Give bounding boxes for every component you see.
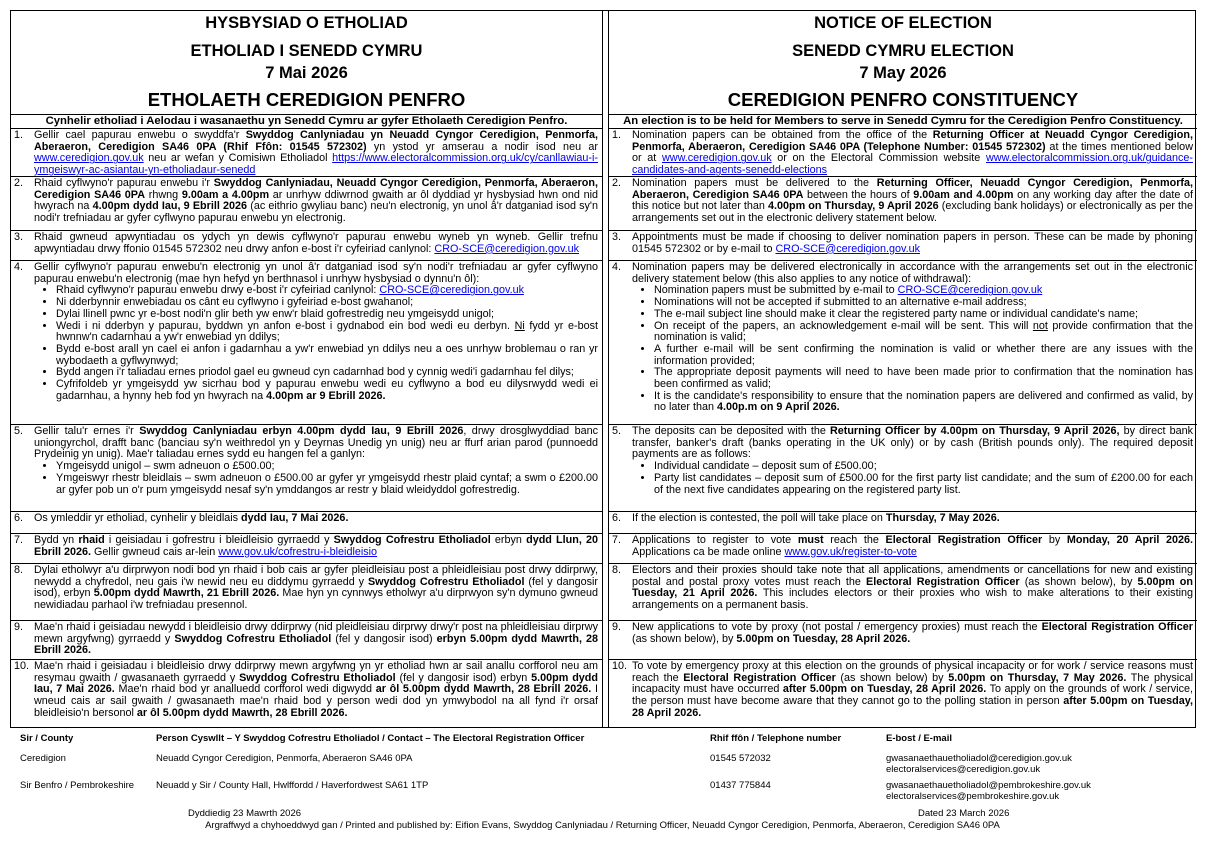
item-text: Rhaid cyflwyno'r papurau enwebu i'r Swyddog Canlyniadau, Neuadd Cyngor Ceredigion, Penmorfa, Aberaeron, Ceredigion SA46 0PA rhwng 9.00am a 4.00pm ar unrhyw ddiwrnod gwaith ar ôl dyddiad yr hysbysiad hwn ond nid hwyrach na 4.00pm dydd Iau, 9 Ebrill 2026 (ac eithrio gwyliau banc) neu'n electronig, yn unol â'r datganiad isod sy'n nodi'r trefniadau ar gyfer cyflwyno papurau enwebu yn electronig.: [34, 177, 598, 225]
notice-item: [609, 425, 1197, 512]
contact-email[interactable]: electoralservices@pembrokeshire.gov.uk: [886, 791, 1060, 802]
header-phone: Rhif ffôn / Telephone number: [710, 733, 842, 744]
english-items: [609, 129, 1197, 720]
english-intro: An election is to be held for Members to serve in Senedd Cymru for the Ceredigion Penfro Constituency.: [609, 115, 1197, 129]
notice-item: [609, 261, 1197, 425]
item-text: Applications to register to vote must reach the Electoral Registration Officer by Monday, 20 April 2026. Applications ca be made online www.gov.uk/register-to-vote: [632, 534, 1193, 558]
notice-item: [11, 261, 602, 425]
item-number: 9.: [14, 621, 24, 633]
notice-item: [11, 660, 602, 720]
link[interactable]: www.electoralcommission.org.uk/guidance-candidates-and-agents-senedd-elections: [632, 152, 1193, 177]
item-text: Bydd yn rhaid i geisiadau i gofrestru i bleidleisio gyrraedd y Swyddog Cofrestru Etholiadol erbyn dydd Llun, 20 Ebrill 2026. Gellir gwneud cais ar-lein www.gov.uk/cofrestru-i-bleidleisio: [34, 534, 599, 558]
item-text: Appointments must be made if choosing to deliver nomination papers in person. These can be made by phoning 01545 572302 or by e-mail to CRO-SCE@ceredigion.gov.uk: [632, 231, 1193, 255]
item-text: Os ymleddir yr etholiad, cynhelir y bleidlais dydd Iau, 7 Mai 2026.: [34, 512, 349, 524]
contact-address: Neuadd y Sir / County Hall, Hwlffordd / Haverfordwest SA61 1TP: [156, 780, 429, 791]
item-number: 6.: [14, 512, 24, 524]
item-text: The deposits can be deposited with the Returning Officer by 4.00pm on Thursday, 9 April 2026, by direct bank transfer, banker's draft (banks operating in the UK only) or by cash (British pounds only). The required deposit payments are as follows: • Individual candidate – deposit sum of £500.00; • Party list candidates – deposit sum of £500.00 for the first party list candidate; and the sum of £200.00 for each of the next five candidates appearing on the registered party list.: [632, 425, 1193, 496]
item-number: 5.: [612, 425, 622, 437]
item-text: Dylai etholwyr a'u dirprwyon nodi bod yn rhaid i bob cais ar gyfer pleidleisiau post a phleidleisiau post drwy ddirprwy, newydd a chyfredol, neu gais i'w newid neu eu diddymu gyrraedd y Swyddog Cofrestru Etholiadol (fel y dangosir isod), erbyn 5.00pm dydd Mawrth, 21 Ebrill 2026. Mae hyn yn cynnwys etholwyr a'u dirprwyon sy'n dymuno gwneud newidiadau parhaol i'w trefniadau presennol.: [34, 564, 599, 612]
item-number: 5.: [14, 425, 24, 437]
header-email: E-bost / E-mail: [886, 733, 952, 744]
welsh-header: [11, 11, 602, 115]
link[interactable]: https://www.electoralcommission.org.uk/cy/canllawiau-i-ymgeiswyr-ac-asiantau-yn-etholiadaur-senedd: [34, 152, 598, 177]
english-election-date: 7 May 2026: [859, 64, 947, 82]
welsh-election-name: ETHOLIAD I SENEDD CYMRU: [190, 42, 423, 60]
link[interactable]: CRO-SCE@ceredigion.gov.uk: [379, 284, 524, 297]
dated-welsh: Dyddiedig 23 Mawrth 2026: [188, 808, 302, 819]
contact-email[interactable]: electoralservices@ceredigion.gov.uk: [886, 764, 1041, 775]
link[interactable]: CRO-SCE@ceredigion.gov.uk: [775, 242, 921, 255]
item-number: 9.: [612, 621, 622, 633]
link[interactable]: www.ceredigion.gov.uk: [661, 152, 772, 165]
english-election-name: SENEDD CYMRU ELECTION: [792, 42, 1014, 60]
item-text: Nomination papers may be delivered electronically in accordance with the arrangements set out in the electronic delivery statement below (this also applies to any notice of withdrawal): • Nomination papers must be submitted by e-mail to CRO-SCE@ceredigion.gov.uk • Nominations will not be accepted if submitted to an alternative e-mail address; • The e-mail subject line should make it clear the registered party name or individual candidate's name; • On receipt of the papers, an acknowledgement e-mail will be sent. This will not provide confirmation that the nomination is valid; • A further e-mail will be sent confirming the nomination is valid or whether there are any issues with the information provided; • The appropriate deposit payments will need to have been made prior to confirmation that the nomination has been confirmed as valid; • It is the candidate's responsibility to ensure that the nomination papers are delivered and confirmed as valid, by no later than 4.00p.m on 9 April 2026.: [632, 261, 1193, 414]
contact-phone: 01437 775844: [710, 780, 771, 791]
item-number: 4.: [14, 261, 24, 273]
contact-county: Ceredigion: [20, 753, 66, 764]
notice-item: [609, 231, 1197, 261]
contact-county: Sir Benfro / Pembrokeshire: [20, 780, 135, 791]
english-header: [609, 11, 1197, 115]
item-number: 3.: [14, 231, 24, 243]
contact-phone: 01545 572032: [710, 753, 771, 764]
notice-item: [11, 621, 602, 660]
link[interactable]: www.gov.uk/register-to-vote: [784, 545, 917, 558]
item-number: 1.: [612, 129, 622, 141]
item-text: If the election is contested, the poll will take place on Thursday, 7 May 2026.: [632, 512, 1000, 524]
header-county: Sir / County: [20, 733, 74, 744]
welsh-election-date: 7 Mai 2026: [265, 64, 348, 82]
item-number: 10.: [14, 660, 30, 672]
welsh-title: HYSBYSIAD O ETHOLIAD: [205, 14, 408, 32]
link[interactable]: CRO-SCE@ceredigion.gov.uk: [434, 242, 579, 255]
item-number: 4.: [612, 261, 622, 273]
notice-item: [609, 621, 1197, 660]
notice-item: [11, 231, 602, 261]
contact-email[interactable]: gwasanaethauetholiadol@pembrokeshire.gov.uk: [886, 780, 1091, 791]
item-text: Mae'n rhaid i geisiadau newydd i bleidleisio drwy ddirprwy (nid pleidleisiau dirprwy drwy'r post na phleidleisiau dirprwy mewn argyfwng) gyrraedd y Swyddog Cofrestru Etholiadol (fel y dangosir isod) erbyn 5.00pm dydd Mawrth, 28 Ebrill 2026.: [34, 621, 598, 657]
notice-item: [609, 660, 1197, 720]
notice-item: [11, 129, 602, 177]
item-text: New applications to vote by proxy (not postal / emergency proxies) must reach the Electoral Registration Officer (as shown below), by 5.00pm on Tuesday, 28 April 2026.: [632, 621, 1193, 645]
welsh-items: [11, 129, 602, 720]
item-number: 3.: [612, 231, 622, 243]
welsh-intro: Cynhelir etholiad i Aelodau i wasanaethu yn Senedd Cymru ar gyfer Etholaeth Ceredigion Penfro.: [11, 115, 602, 129]
notice-item: [609, 534, 1197, 564]
contact-email[interactable]: gwasanaethauetholiadol@ceredigion.gov.uk: [886, 753, 1072, 764]
contact-address: Neuadd Cyngor Ceredigion, Penmorfa, Aberaeron SA46 0PA: [156, 753, 413, 764]
link[interactable]: www.ceredigion.gov.uk: [34, 152, 144, 165]
notice-item: [609, 512, 1197, 534]
english-title: NOTICE OF ELECTION: [814, 14, 992, 32]
item-text: Gellir cyflwyno'r papurau enwebu'n electronig yn unol â'r datganiad isod sy'n nodi'r trefniadau ar gyfer cyflwyno papurau enwebu'n electronig (mae hyn hefyd yn berthnasol i unrhyw hysbysiad o dynnu'n ôl): • Rhaid cyflwyno'r papurau enwebu drwy e-bost i'r cyfeiriad canlynol: CRO-SCE@ceredigion.gov.uk • Ni dderbynnir enwebiadau os cânt eu cyflwyno i gyfeiriad e-bost gwahanol; • Dylai llinell pwnc yr e-bost nodi'n glir beth yw enw'r blaid gofrestredig neu ymgeisydd unigol; • Wedi i ni dderbyn y papurau, byddwn yn anfon e-bost i gydnabod ein bod wedi eu derbyn. Ni fydd yr e-bost hwnnw'n cadarnhau a yw'r enwebiad yn ddilys; • Bydd e-bost arall yn cael ei anfon i gadarnhau a yw'r enwebiad yn ddilys neu a oes unrhyw broblemau o ran yr wybodaeth a gyflwynwyd; • Bydd angen i'r taliadau ernes priodol gael eu gwneud cyn cadarnhad bod y cynnig wedi'i gadarnhau fel dilys; • Cyfrifoldeb yr ymgeisydd yw sicrhau bod y papurau enwebu wedi eu cyflwyno a bod eu dilysrwydd wedi ei gadarnhau, a hynny heb fod yn hwyrach na 4.00pm ar 9 Ebrill 2026.: [34, 261, 598, 402]
notice-item: [609, 177, 1197, 231]
dated-english: Dated 23 March 2026: [918, 808, 1010, 819]
english-constituency: CEREDIGION PENFRO CONSTITUENCY: [727, 89, 1079, 110]
welsh-constituency: ETHOLAETH CEREDIGION PENFRO: [147, 89, 466, 110]
link[interactable]: CRO-SCE@ceredigion.gov.uk: [897, 284, 1043, 297]
item-text: Nomination papers must be delivered to the Returning Officer, Neuadd Cyngor Ceredigion, Penmorfa, Aberaeron, Ceredigion SA46 0PA between the hours of 9.00am and 4.00pm on any working day after the date of this notice but not later than 4.00pm on Thursday, 9 April 2026 (excluding bank holidays) or electronically as per the arrangements set out in the electronic delivery statement below.: [632, 177, 1194, 225]
item-number: 1.: [14, 129, 24, 141]
item-text: Gellir talu'r ernes i'r Swyddog Canlyniadau erbyn 4.00pm dydd Iau, 9 Ebrill 2026, drwy drosglwyddiad banc uniongyrchol, drafft banc (banciau sy'n weithredol yn y Deyrnas Unedig yn unig) neu ar ffurf arian parod (punnoedd Prydeinig yn unig). Mae'r taliadau ernes sydd eu hangen fel a ganlyn: • Ymgeisydd unigol – swm adneuon o £500.00; • Ymgeiswyr rhestr bleidlais – swm adneuon o £500.00 ar gyfer yr ymgeisydd rhestr plaid cyntaf; a swm o £200.00 ar gyfer pob un o'r pum ymgeisydd nesaf sy'n ymddangos ar restr y blaid wleidyddol gofrestredig.: [34, 425, 598, 496]
item-number: 7.: [612, 534, 622, 546]
imprint: Argraffwyd a chyhoeddwyd gan / Printed and published by: Eifion Evans, Swyddog Canlyniadau / Returning Officer, Neuadd Cyngor Ceredigion, Penmorfa, Aberaeron, Ceredigion SA46 0PA: [205, 820, 1000, 831]
header-person: Person Cyswllt – Y Swyddog Cofrestru Etholiadol / Contact – The Electoral Registration Officer: [156, 733, 585, 744]
notice-item: [11, 564, 602, 621]
english-column: [608, 11, 1197, 727]
item-number: 2.: [612, 177, 622, 189]
notice-item: [11, 177, 602, 231]
notice-item: [11, 534, 602, 564]
item-number: 2.: [14, 177, 24, 189]
item-text: Rhaid gwneud apwyntiadau os ydych yn dewis cyflwyno'r papurau enwebu wyneb yn wyneb. Gellir trefnu apwyntiadau drwy ffonio 01545 572302 neu drwy anfon e-bost i'r cyfeiriad canlynol: CRO-SCE@ceredigion.gov.uk: [34, 231, 598, 255]
notice-item: [609, 129, 1197, 177]
item-number: 6.: [612, 512, 622, 524]
item-text: Mae'n rhaid i geisiadau i bleidleisio drwy ddirprwy mewn argyfwng yn yr etholiad hwn ar sail anallu corfforol neu am resymau gwaith / gwasanaeth gyrraedd y Swyddog Cofrestru Etholiadol (fel y dangosir isod) erbyn 5.00pm dydd Iau, 7 Mai 2026. Mae'n rhaid bod yr analluedd corfforol wedi digwydd ar ôl 5.00pm dydd Mawrth, 28 Ebrill 2026. I wneud cais ar sail gwaith / gwasanaeth mae'n rhaid bod y person wedi dod yn ymwybodol na all fynd i'r orsaf bleidleisio'n bersonol ar ôl 5.00pm dydd Mawrth, 28 Ebrill 2026.: [34, 660, 599, 719]
item-text: Nomination papers can be obtained from the office of the Returning Officer at Neuadd Cyngor Ceredigion, Penmorfa, Aberaeron, Ceredigion SA46 0PA (Telephone Number: 01545 572302) at the times mentioned below or at www.ceredigion.gov.uk or on the Electoral Commission website www.electoralcommission.org.uk/guidance-candidates-and-agents-senedd-elections: [632, 129, 1193, 177]
item-text: To vote by emergency proxy at this election on the grounds of physical incapacity or for work / service reasons must reach the Electoral Registration Officer (as shown below) by 5.00pm on Thursday, 7 May 2026. The physical incapacity must have occurred after 5.00pm on Tuesday, 28 April 2026. To apply on the grounds of work / service, the person must have become aware that they cannot go to the polling station in person after 5.00pm on Tuesday, 28 April 2026.: [632, 660, 1193, 719]
item-number: 7.: [14, 534, 24, 546]
notice-item: [11, 512, 602, 534]
notice-item: [609, 564, 1197, 621]
item-text: Gellir cael papurau enwebu o swyddfa'r Swyddog Canlyniadau yn Neuadd Cyngor Ceredigion, Penmorfa, Aberaeron, Ceredigion SA46 0PA (Rhif Ffôn: 01545 572302) yn ystod yr amserau a nodir isod neu ar www.ceredigion.gov.uk neu ar wefan y Comisiwn Etholiadol https://www.electoralcommission.org.uk/cy/canllawiau-i-ymgeiswyr-ac-asiantau-yn-etholiadaur-senedd: [34, 129, 598, 177]
notice-sheet: [10, 10, 1196, 728]
link[interactable]: www.gov.uk/cofrestru-i-bleidleisio: [218, 545, 378, 558]
item-number: 8.: [612, 564, 622, 576]
item-number: 10.: [612, 660, 628, 672]
item-text: Electors and their proxies should take note that all applications, amendments or cancellations for new and existing postal and postal proxy votes must reach the Electoral Registration Officer (as shown below), by 5.00pm on Tuesday, 21 April 2026. This includes electors or their proxies who wish to make alterations to their existing arrangements on a permanent basis.: [632, 564, 1193, 612]
notice-item: [11, 425, 602, 512]
item-number: 8.: [14, 564, 24, 576]
welsh-column: [11, 11, 603, 727]
